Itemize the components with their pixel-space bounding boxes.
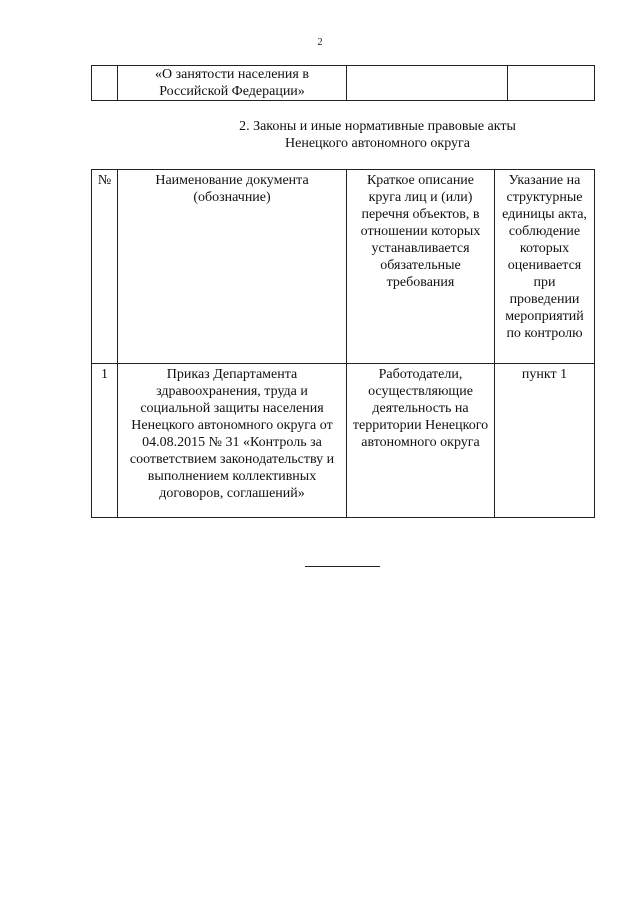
header-num: №: [92, 170, 118, 364]
cell-num: [92, 66, 118, 101]
table-row: [92, 364, 595, 518]
header-document-name: Наименование документа (обозначние): [118, 170, 347, 364]
section-heading-line: Ненецкого автономного округа: [285, 136, 470, 151]
cell-num: 1: [92, 364, 118, 518]
cell-description: [347, 66, 508, 101]
section-heading: [91, 118, 594, 152]
cell-document-name: «О занятости населения в Российской Федерации»: [118, 66, 347, 101]
section-heading-line: 2. Законы и иные нормативные правовые акты: [239, 119, 516, 134]
cell-structural-units: пункт 1: [495, 364, 595, 518]
cell-structural-units: [508, 66, 595, 101]
header-description: Краткое описание круга лиц и (или) перечня объектов, в отношении которых устанавливается обязательные требования: [347, 170, 495, 364]
cell-document-name: Приказ Департамента здравоохранения, труда и социальной защиты населения Ненецкого автономного округа от 04.08.2015 № 31 «Контроль за соответствием законодательству и выполнением коллективных договоров, соглашений»: [118, 364, 347, 518]
table-header-row: [92, 170, 595, 364]
page-number: 2: [317, 37, 323, 48]
end-of-document-line: [305, 566, 380, 567]
cell-description: Работодатели, осуществляющие деятельность на территории Ненецкого автономного округа: [347, 364, 495, 518]
header-structural-units: Указание на структурные единицы акта, соблюдение которых оценивается при проведении мероприятий по контролю: [495, 170, 595, 364]
table-row: [92, 66, 595, 101]
continuation-table: [91, 65, 595, 101]
regulations-table: [91, 169, 595, 518]
